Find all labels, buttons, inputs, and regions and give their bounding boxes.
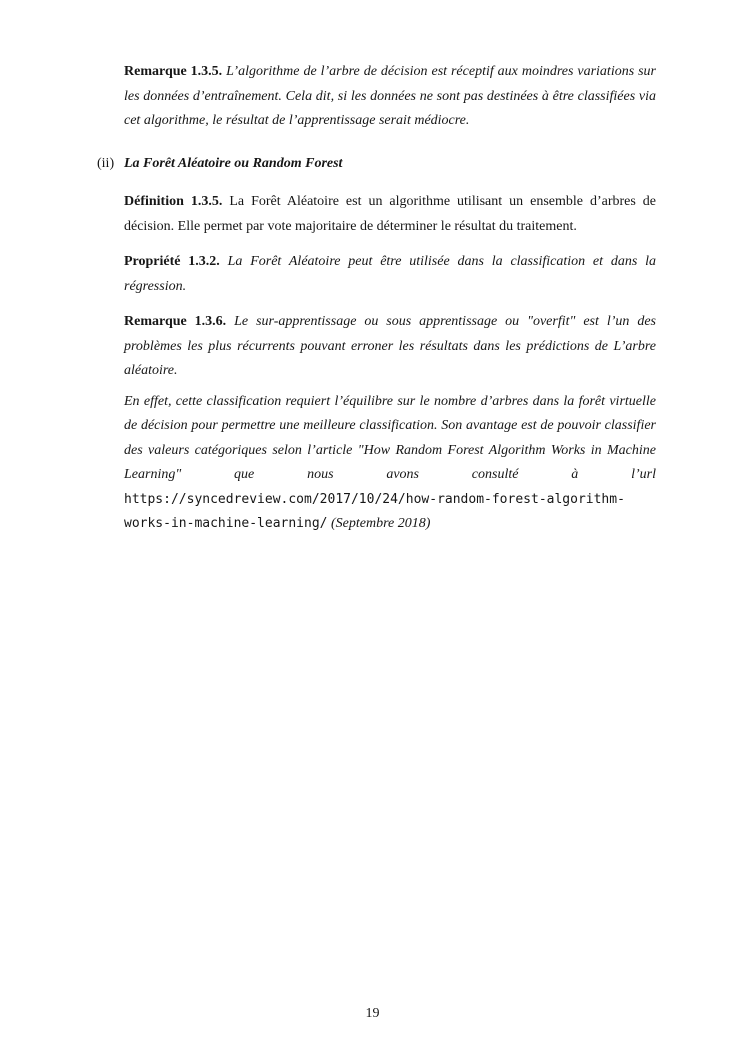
page-number: 19 [365,1006,380,1021]
definition-1-3-5-label: Définition 1.3.5. [124,194,223,209]
list-item-ii-marker: (ii) [97,155,115,171]
remark-1-3-6-text: Le sur-apprentissage ou sous apprentissage ou "overfit" est l’un des problèmes les plus récurrents pouvant erroner les résultats dans les prédictions de L’arbre aléatoire. [124,314,657,378]
article-url-link[interactable]: https://syncedreview.com/2017/10/24/how-random-forest-algorithm-works-in-machine-learning/ [124,491,625,531]
page-content [97,60,657,548]
remark-1-3-6-label: Remarque 1.3.6. [124,314,227,329]
remark-1-3-5-text: L’algorithme de l’arbre de décision est réceptif aux moindres variations sur les données d’entraînement. Cela dit, si les données ne sont pas destinées à être classifiées via cet algorithme, le résultat de l’apprentissage serait médiocre. [124,64,657,128]
remark-1-3-5-label: Remarque 1.3.5. [124,64,223,79]
definition-1-3-5-text: La Forêt Aléatoire est un algorithme utilisant un ensemble d’arbres de décision. Elle permet par vote majoritaire de déterminer le résultat du traitement. [124,194,657,234]
closing-text: En effet, cette classification requiert l’équilibre sur le nombre d’arbres dans la forêt virtuelle de décision pour permettre une meilleure classification. Son avantage est de pouvoir classifier des valeurs catégoriques selon l’article "How Random Forest Algorithm Works in Machine Learning" que nous avons consulté à l’url [124,393,656,482]
property-1-3-2-text: La Forêt Aléatoire peut être utilisée dans la classification et dans la régression. [124,254,656,294]
closing-paragraph [124,390,656,537]
property-1-3-2-label: Propriété 1.3.2. [124,254,220,269]
list-item-ii-title: La Forêt Aléatoire ou Random Forest [124,155,343,171]
closing-date-note: (Septembre 2018) [331,516,431,531]
definition-1-3-5-paragraph [124,190,656,239]
remark-1-3-6-paragraph [124,310,656,384]
list-item-ii-heading [97,152,656,177]
remark-1-3-5-paragraph [124,60,656,134]
property-1-3-2-paragraph [124,250,656,299]
